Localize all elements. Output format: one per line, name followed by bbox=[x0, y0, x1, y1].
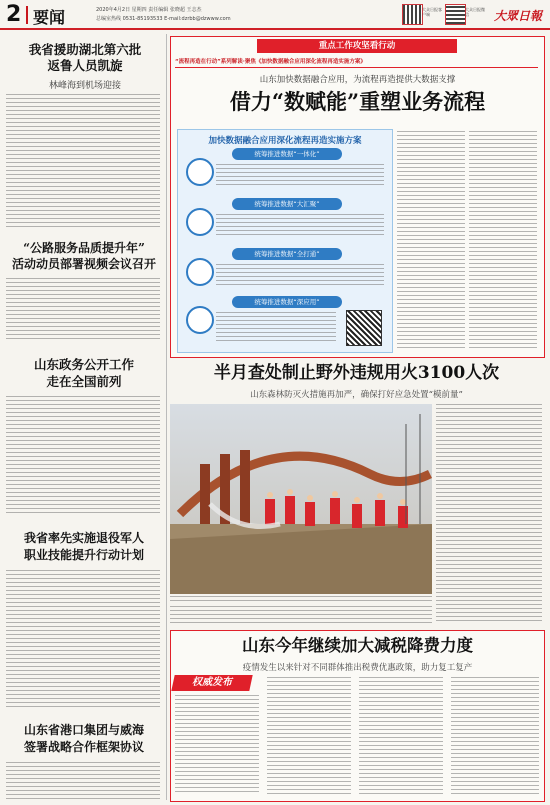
fire-drill-photo bbox=[170, 404, 432, 594]
qr-label-app: 大众日报客户端 bbox=[422, 7, 442, 17]
step-icon bbox=[186, 306, 214, 334]
infographic-step: 统筹推进数据“一体化” bbox=[186, 148, 384, 190]
step-text bbox=[216, 164, 384, 188]
story-body-text bbox=[6, 94, 160, 228]
fire-body-text bbox=[436, 404, 542, 624]
step-text bbox=[216, 214, 384, 238]
series-line: “流程再造在行动”系列解读·聚焦《加快数据融合应用深化流程再造实施方案》 bbox=[175, 57, 538, 68]
feature-box bbox=[170, 36, 545, 358]
feature-banner: 重点工作攻坚看行动 bbox=[257, 39, 457, 53]
feature-body-text bbox=[469, 131, 537, 349]
masthead bbox=[0, 0, 550, 30]
story-body-text bbox=[6, 396, 160, 516]
step-text bbox=[216, 312, 336, 342]
story-headline[interactable]: 我省援助湖北第六批 返鲁人员凯旋 bbox=[28, 42, 142, 73]
fire-headline[interactable]: 半月查处制止野外违规用火3100人次 bbox=[213, 363, 500, 383]
left-column bbox=[4, 34, 164, 802]
tax-body-text bbox=[267, 677, 351, 795]
paper-logo: 大眾日報 bbox=[494, 9, 543, 23]
page-number: 2 bbox=[6, 2, 22, 27]
infographic bbox=[177, 129, 393, 353]
story-headline[interactable]: 山东政务公开工作 走在全国前列 bbox=[33, 357, 134, 389]
date-line: 2020年4月2日 星期四 责任编辑 张晓超 王志杰 bbox=[96, 7, 202, 13]
infographic-step: 统筹推进数据“大汇聚” bbox=[186, 198, 384, 240]
step-icon bbox=[186, 208, 214, 236]
step-icon bbox=[186, 258, 214, 286]
tax-body-text bbox=[359, 677, 443, 795]
tax-box bbox=[170, 630, 545, 802]
infographic-title: 加快数据融合应用深化流程再造实施方案 bbox=[208, 136, 362, 146]
masthead-divider bbox=[26, 6, 28, 24]
section-title: 要闻 bbox=[33, 8, 66, 27]
story-body-text bbox=[6, 570, 160, 708]
feature-headline[interactable]: 借力“数赋能”重塑业务流程 bbox=[229, 89, 486, 114]
feature-kicker: 山东加快数据融合应用，为流程再造提供大数据支撑 bbox=[259, 75, 456, 85]
infographic-step: 统筹推进数据“全打通” bbox=[186, 248, 384, 290]
photo-caption bbox=[170, 596, 432, 604]
qr-code-icon[interactable] bbox=[346, 310, 382, 346]
fire-drill-photo-art bbox=[170, 404, 432, 594]
tax-body-text bbox=[451, 677, 539, 795]
tax-body-text bbox=[175, 695, 259, 795]
tax-headline[interactable]: 山东今年继续加大减税降费力度 bbox=[242, 636, 473, 655]
step-text bbox=[216, 264, 384, 288]
qr-code-app[interactable] bbox=[402, 4, 423, 25]
authority-tag: 权威发布 bbox=[171, 675, 252, 691]
story-subtitle: 林峰海到机场迎接 bbox=[48, 81, 121, 91]
step-icon bbox=[186, 158, 214, 186]
story-headline[interactable]: “公路服务品质提升年” 活动动员部署视频会议召开 bbox=[11, 241, 156, 271]
fire-subtitle: 山东森林防灭火措施再加严，确保打好应急处置“模前量” bbox=[250, 390, 463, 400]
story-headline[interactable]: 我省率先实施退役军人 职业技能提升行动计划 bbox=[23, 531, 144, 562]
tax-subtitle: 疫情发生以来针对不同群体推出税费优惠政策，助力复工复产 bbox=[242, 663, 473, 673]
feature-body-text bbox=[397, 131, 465, 349]
contact-line: 总编室热线 0531-85193533 E-mail:dzrbb@dzwww.com bbox=[96, 16, 231, 22]
story-headline[interactable]: 山东省港口集团与威海 签署战略合作框架协议 bbox=[23, 723, 144, 754]
story-body-text bbox=[6, 278, 160, 342]
masthead-rule bbox=[0, 28, 550, 30]
story-body-text bbox=[6, 762, 160, 800]
infographic-step: 统筹推进数据“深应用” bbox=[186, 296, 384, 346]
column-divider bbox=[166, 34, 167, 800]
fire-body-text bbox=[170, 606, 432, 626]
qr-label-wechat: 大众日报微信 bbox=[465, 7, 485, 17]
qr-code-wechat[interactable] bbox=[445, 4, 466, 25]
